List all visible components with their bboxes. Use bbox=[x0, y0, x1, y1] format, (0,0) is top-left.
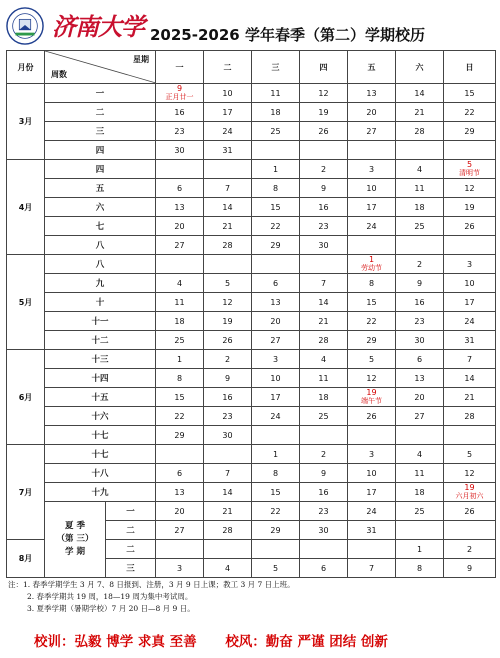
day-cell bbox=[396, 141, 444, 160]
day-cell: 6 bbox=[300, 559, 348, 578]
summer-term-label-line: 夏 季 bbox=[65, 520, 85, 531]
day-cell: 30 bbox=[156, 141, 204, 160]
day-cell: 23 bbox=[300, 502, 348, 521]
day-cell bbox=[252, 540, 300, 559]
note-1: 注：1. 春季学期学生 3 月 7、8 日报到、注册，3 月 9 日上课；教工 3 月 7 日上班。 bbox=[8, 580, 295, 589]
day-cell: 13 bbox=[348, 84, 396, 103]
day-cell: 28 bbox=[204, 236, 252, 255]
day-cell: 9 bbox=[300, 179, 348, 198]
weekday-header-wed: 三 bbox=[252, 51, 300, 84]
day-cell: 30 bbox=[204, 426, 252, 445]
day-cell: 30 bbox=[396, 331, 444, 350]
calendar-row bbox=[7, 407, 496, 426]
week-cell: 十三 bbox=[45, 350, 156, 369]
note-2: 2. 春季学期共 19 周，18—19 周为集中考试周。 bbox=[27, 592, 193, 601]
calendar-row bbox=[7, 388, 496, 407]
day-cell: 15 bbox=[444, 84, 496, 103]
day-cell bbox=[204, 445, 252, 464]
calendar-row bbox=[7, 483, 496, 502]
day-cell: 2 bbox=[300, 445, 348, 464]
day-cell: 26 bbox=[444, 217, 496, 236]
day-cell: 15 bbox=[348, 293, 396, 312]
day-cell: 19 bbox=[444, 198, 496, 217]
day-cell: 30 bbox=[300, 236, 348, 255]
day-cell: 4 bbox=[300, 350, 348, 369]
week-cell: 十二 bbox=[45, 331, 156, 350]
day-cell: 11 bbox=[156, 293, 204, 312]
week-cell: 三 bbox=[45, 122, 156, 141]
day-cell: 13 bbox=[156, 198, 204, 217]
day-cell: 2 bbox=[300, 160, 348, 179]
day-cell: 27 bbox=[396, 407, 444, 426]
day-cell: 8 bbox=[252, 179, 300, 198]
note-3: 3. 夏季学期（暑期学校）7 月 20 日—8 月 9 日。 bbox=[27, 604, 195, 613]
weekday-header-thu: 四 bbox=[300, 51, 348, 84]
week-cell: 十七 bbox=[45, 445, 156, 464]
school-motto: 校训：弘毅 博学 求真 至善 bbox=[34, 634, 197, 650]
day-cell: 15 bbox=[156, 388, 204, 407]
month-cell: 6月 bbox=[7, 350, 45, 445]
summer-week-number: 一 bbox=[105, 502, 155, 520]
day-cell: 9 bbox=[396, 274, 444, 293]
day-cell: 1 bbox=[396, 540, 444, 559]
week-cell: 十八 bbox=[45, 464, 156, 483]
holiday-date: 1 bbox=[368, 255, 375, 264]
day-cell: 24 bbox=[348, 217, 396, 236]
calendar-row bbox=[7, 369, 496, 388]
university-seal-icon bbox=[6, 7, 44, 45]
day-cell: 6 bbox=[396, 350, 444, 369]
day-cell: 20 bbox=[156, 217, 204, 236]
day-cell: 17 bbox=[252, 388, 300, 407]
diagonal-header-cell bbox=[45, 51, 156, 84]
day-cell: 27 bbox=[156, 236, 204, 255]
day-cell: 21 bbox=[396, 103, 444, 122]
day-cell: 13 bbox=[156, 483, 204, 502]
day-cell: 5 bbox=[444, 445, 496, 464]
day-cell bbox=[348, 141, 396, 160]
holiday-label: 端午节 bbox=[361, 397, 382, 405]
day-cell: 16 bbox=[156, 103, 204, 122]
day-cell: 15 bbox=[252, 483, 300, 502]
day-cell: 10 bbox=[204, 84, 252, 103]
day-cell: 15 bbox=[252, 198, 300, 217]
day-cell: 1 bbox=[156, 350, 204, 369]
day-cell bbox=[444, 141, 496, 160]
day-cell: 3 bbox=[156, 559, 204, 578]
summer-week-number: 二 bbox=[105, 540, 155, 558]
day-cell: 10 bbox=[252, 369, 300, 388]
day-cell: 17 bbox=[348, 198, 396, 217]
day-cell: 26 bbox=[204, 331, 252, 350]
calendar-row bbox=[7, 274, 496, 293]
day-cell: 12 bbox=[300, 84, 348, 103]
day-cell: 26 bbox=[348, 407, 396, 426]
week-cell: 十 bbox=[45, 293, 156, 312]
calendar-header bbox=[0, 0, 500, 50]
day-cell: 21 bbox=[204, 217, 252, 236]
day-cell: 8 bbox=[156, 369, 204, 388]
day-cell: 20 bbox=[396, 388, 444, 407]
day-cell: 23 bbox=[396, 312, 444, 331]
day-cell: 25 bbox=[300, 407, 348, 426]
day-cell: 18 bbox=[396, 483, 444, 502]
day-cell: 23 bbox=[156, 122, 204, 141]
month-cell: 8月 bbox=[7, 540, 45, 578]
day-cell: 31 bbox=[204, 141, 252, 160]
weekday-header-sat: 六 bbox=[396, 51, 444, 84]
day-cell: 20 bbox=[156, 502, 204, 521]
day-cell: 4 bbox=[156, 274, 204, 293]
day-cell bbox=[348, 255, 396, 274]
day-cell: 5 bbox=[252, 559, 300, 578]
day-cell: 3 bbox=[252, 350, 300, 369]
week-cell: 四 bbox=[45, 141, 156, 160]
day-cell: 6 bbox=[156, 179, 204, 198]
day-cell: 26 bbox=[444, 502, 496, 521]
month-cell: 7月 bbox=[7, 445, 45, 540]
calendar-row bbox=[7, 198, 496, 217]
day-cell: 30 bbox=[300, 521, 348, 540]
day-cell: 5 bbox=[348, 350, 396, 369]
day-cell: 18 bbox=[396, 198, 444, 217]
day-cell: 14 bbox=[300, 293, 348, 312]
holiday-date: 19 bbox=[464, 483, 475, 492]
day-cell: 17 bbox=[348, 483, 396, 502]
day-cell: 13 bbox=[396, 369, 444, 388]
calendar-row bbox=[7, 350, 496, 369]
day-cell: 5 bbox=[204, 274, 252, 293]
day-cell bbox=[348, 388, 396, 407]
day-cell: 29 bbox=[252, 521, 300, 540]
day-cell: 27 bbox=[348, 122, 396, 141]
day-cell: 20 bbox=[252, 312, 300, 331]
weekday-header-fri: 五 bbox=[348, 51, 396, 84]
day-cell: 16 bbox=[300, 198, 348, 217]
calendar-row bbox=[7, 141, 496, 160]
day-cell: 25 bbox=[396, 502, 444, 521]
day-cell bbox=[396, 236, 444, 255]
day-cell bbox=[444, 236, 496, 255]
day-cell bbox=[396, 521, 444, 540]
day-cell: 22 bbox=[444, 103, 496, 122]
day-cell: 23 bbox=[300, 217, 348, 236]
day-cell: 11 bbox=[300, 369, 348, 388]
day-cell: 29 bbox=[348, 331, 396, 350]
day-cell: 28 bbox=[396, 122, 444, 141]
month-cell: 3月 bbox=[7, 84, 45, 160]
week-cell: 八 bbox=[45, 236, 156, 255]
holiday-date: 19 bbox=[366, 388, 377, 397]
week-cell: 七 bbox=[45, 217, 156, 236]
day-cell bbox=[252, 141, 300, 160]
day-cell: 2 bbox=[444, 540, 496, 559]
holiday-label: 劳动节 bbox=[361, 264, 382, 272]
header-row bbox=[7, 51, 496, 84]
calendar-row bbox=[7, 122, 496, 141]
day-cell: 12 bbox=[444, 464, 496, 483]
day-cell bbox=[204, 540, 252, 559]
calendar-row bbox=[7, 255, 496, 274]
day-cell: 4 bbox=[396, 445, 444, 464]
month-column-header: 月份 bbox=[7, 51, 45, 84]
day-cell: 2 bbox=[204, 350, 252, 369]
day-cell bbox=[300, 426, 348, 445]
day-cell bbox=[300, 255, 348, 274]
day-cell: 10 bbox=[444, 274, 496, 293]
day-cell: 29 bbox=[252, 236, 300, 255]
day-cell: 11 bbox=[252, 84, 300, 103]
day-cell: 7 bbox=[300, 274, 348, 293]
day-cell: 24 bbox=[252, 407, 300, 426]
day-cell: 27 bbox=[252, 331, 300, 350]
day-cell: 6 bbox=[156, 464, 204, 483]
day-cell: 6 bbox=[252, 274, 300, 293]
day-cell: 18 bbox=[300, 388, 348, 407]
calendar-row bbox=[7, 426, 496, 445]
summer-week-number: 三 bbox=[105, 559, 155, 577]
weekday-axis-label: 星期 bbox=[133, 55, 149, 64]
holiday-label: 正月廿一 bbox=[165, 93, 194, 101]
day-cell: 11 bbox=[396, 464, 444, 483]
day-cell: 21 bbox=[300, 312, 348, 331]
day-cell: 11 bbox=[396, 179, 444, 198]
day-cell: 4 bbox=[396, 160, 444, 179]
day-cell: 22 bbox=[156, 407, 204, 426]
day-cell: 7 bbox=[204, 464, 252, 483]
day-cell: 9 bbox=[300, 464, 348, 483]
calendar-row bbox=[7, 331, 496, 350]
calendar-row bbox=[7, 293, 496, 312]
day-cell: 14 bbox=[204, 483, 252, 502]
day-cell bbox=[348, 426, 396, 445]
day-cell: 14 bbox=[444, 369, 496, 388]
day-cell: 1 bbox=[252, 445, 300, 464]
day-cell: 19 bbox=[300, 103, 348, 122]
day-cell: 18 bbox=[156, 312, 204, 331]
day-cell bbox=[252, 255, 300, 274]
week-cell: 十四 bbox=[45, 369, 156, 388]
day-cell: 13 bbox=[252, 293, 300, 312]
day-cell: 3 bbox=[444, 255, 496, 274]
day-cell bbox=[444, 426, 496, 445]
day-cell bbox=[444, 160, 496, 179]
day-cell: 24 bbox=[348, 502, 396, 521]
calendar-row bbox=[7, 445, 496, 464]
calendar-row bbox=[7, 312, 496, 331]
day-cell bbox=[396, 426, 444, 445]
day-cell: 21 bbox=[444, 388, 496, 407]
month-cell: 4月 bbox=[7, 160, 45, 255]
summer-term-label-line: 学 期 bbox=[65, 546, 85, 557]
week-cell: 九 bbox=[45, 274, 156, 293]
day-cell: 2 bbox=[396, 255, 444, 274]
day-cell: 9 bbox=[204, 369, 252, 388]
day-cell: 7 bbox=[444, 350, 496, 369]
week-cell: 六 bbox=[45, 198, 156, 217]
day-cell: 12 bbox=[444, 179, 496, 198]
day-cell: 28 bbox=[444, 407, 496, 426]
day-cell bbox=[156, 445, 204, 464]
day-cell: 22 bbox=[252, 217, 300, 236]
day-cell: 7 bbox=[348, 559, 396, 578]
summer-term-label-line: （第 三） bbox=[56, 533, 94, 544]
calendar-row bbox=[7, 236, 496, 255]
day-cell: 25 bbox=[156, 331, 204, 350]
motto-footer bbox=[34, 630, 388, 650]
week-axis-label: 周数 bbox=[51, 70, 67, 79]
day-cell bbox=[300, 141, 348, 160]
day-cell: 24 bbox=[444, 312, 496, 331]
week-cell: 二 bbox=[45, 103, 156, 122]
day-cell: 24 bbox=[204, 122, 252, 141]
day-cell bbox=[156, 160, 204, 179]
weekday-header-sun: 日 bbox=[444, 51, 496, 84]
calendar-row bbox=[7, 179, 496, 198]
day-cell: 8 bbox=[348, 274, 396, 293]
day-cell: 29 bbox=[156, 426, 204, 445]
holiday-date: 5 bbox=[466, 160, 473, 169]
day-cell: 7 bbox=[204, 179, 252, 198]
page-title: 2025-2026 学年春季（第二）学期校历 bbox=[150, 26, 425, 44]
day-cell: 4 bbox=[204, 559, 252, 578]
day-cell: 12 bbox=[348, 369, 396, 388]
day-cell bbox=[204, 160, 252, 179]
day-cell bbox=[156, 540, 204, 559]
week-cell: 十五 bbox=[45, 388, 156, 407]
week-cell: 十九 bbox=[45, 483, 156, 502]
calendar-row bbox=[7, 84, 496, 103]
day-cell: 16 bbox=[396, 293, 444, 312]
day-cell: 22 bbox=[252, 502, 300, 521]
day-cell: 20 bbox=[348, 103, 396, 122]
day-cell bbox=[156, 255, 204, 274]
week-cell: 十七 bbox=[45, 426, 156, 445]
holiday-date: 9 bbox=[176, 84, 183, 93]
day-cell bbox=[300, 540, 348, 559]
day-cell: 26 bbox=[300, 122, 348, 141]
day-cell: 12 bbox=[204, 293, 252, 312]
summer-week-number: 二 bbox=[105, 521, 155, 539]
day-cell: 17 bbox=[204, 103, 252, 122]
day-cell: 25 bbox=[252, 122, 300, 141]
university-brand: 济南大学 bbox=[52, 12, 144, 41]
day-cell: 9 bbox=[444, 559, 496, 578]
day-cell: 10 bbox=[348, 179, 396, 198]
summer-term-label bbox=[45, 502, 105, 576]
calendar-row bbox=[7, 217, 496, 236]
day-cell: 28 bbox=[300, 331, 348, 350]
day-cell: 21 bbox=[204, 502, 252, 521]
day-cell: 31 bbox=[444, 331, 496, 350]
week-cell: 一 bbox=[45, 84, 156, 103]
day-cell: 29 bbox=[444, 122, 496, 141]
day-cell: 3 bbox=[348, 160, 396, 179]
calendar-row bbox=[7, 160, 496, 179]
week-cell: 八 bbox=[45, 255, 156, 274]
day-cell: 31 bbox=[348, 521, 396, 540]
school-spirit: 校风：勤奋 严谨 团结 创新 bbox=[225, 634, 388, 650]
day-cell bbox=[444, 483, 496, 502]
calendar-row bbox=[7, 103, 496, 122]
day-cell: 28 bbox=[204, 521, 252, 540]
day-cell: 25 bbox=[396, 217, 444, 236]
day-cell: 17 bbox=[444, 293, 496, 312]
day-cell: 10 bbox=[348, 464, 396, 483]
week-cell: 十一 bbox=[45, 312, 156, 331]
weekday-header-mon: 一 bbox=[156, 51, 204, 84]
holiday-label: 清明节 bbox=[459, 169, 480, 177]
day-cell: 8 bbox=[396, 559, 444, 578]
day-cell: 19 bbox=[204, 312, 252, 331]
day-cell: 27 bbox=[156, 521, 204, 540]
calendar-table bbox=[6, 50, 496, 578]
day-cell bbox=[348, 540, 396, 559]
week-cell: 五 bbox=[45, 179, 156, 198]
day-cell: 14 bbox=[396, 84, 444, 103]
day-cell bbox=[204, 255, 252, 274]
day-cell bbox=[348, 236, 396, 255]
holiday-label: 六月初六 bbox=[455, 492, 484, 500]
day-cell: 1 bbox=[252, 160, 300, 179]
day-cell bbox=[156, 84, 204, 103]
day-cell: 18 bbox=[252, 103, 300, 122]
day-cell: 16 bbox=[300, 483, 348, 502]
day-cell: 22 bbox=[348, 312, 396, 331]
day-cell: 3 bbox=[348, 445, 396, 464]
calendar-row bbox=[7, 464, 496, 483]
weekday-header-tue: 二 bbox=[204, 51, 252, 84]
day-cell bbox=[252, 426, 300, 445]
day-cell: 8 bbox=[252, 464, 300, 483]
month-cell: 5月 bbox=[7, 255, 45, 350]
notes-section bbox=[8, 579, 295, 615]
day-cell: 23 bbox=[204, 407, 252, 426]
day-cell: 16 bbox=[204, 388, 252, 407]
day-cell bbox=[444, 521, 496, 540]
week-cell: 十六 bbox=[45, 407, 156, 426]
day-cell: 14 bbox=[204, 198, 252, 217]
week-cell: 四 bbox=[45, 160, 156, 179]
